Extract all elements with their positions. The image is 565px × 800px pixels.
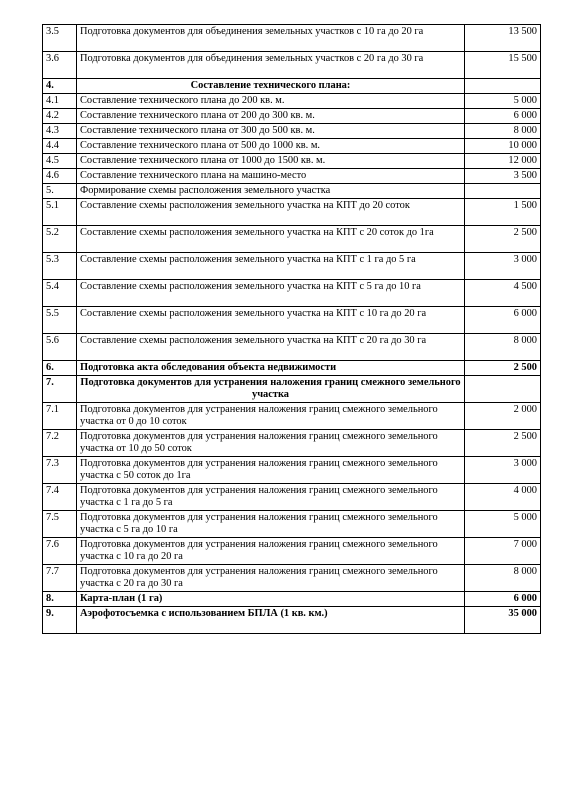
table-row	[43, 538, 541, 565]
row-number: 5.5	[43, 307, 77, 334]
service-name: Составление схемы расположения земельного участка на КПТ с 20 соток до 1га	[77, 226, 465, 253]
table-row	[43, 565, 541, 592]
row-number: 7.2	[43, 430, 77, 457]
service-name: Составление технического плана:	[77, 79, 465, 94]
table-row	[43, 253, 541, 280]
table-row	[43, 25, 541, 52]
row-number: 7.6	[43, 538, 77, 565]
service-price	[465, 376, 541, 403]
service-price: 3 000	[465, 457, 541, 484]
row-number: 5.4	[43, 280, 77, 307]
row-number: 8.	[43, 592, 77, 607]
row-number: 7.5	[43, 511, 77, 538]
price-table-body	[43, 25, 541, 634]
table-row	[43, 361, 541, 376]
service-price	[465, 184, 541, 199]
table-row	[43, 334, 541, 361]
row-number: 5.3	[43, 253, 77, 280]
table-row	[43, 184, 541, 199]
service-name: Подготовка документов для устранения наложения границ смежного земельного участка с 10 га до 20 га	[77, 538, 465, 565]
service-price: 35 000	[465, 607, 541, 634]
row-number: 5.6	[43, 334, 77, 361]
service-name: Составление схемы расположения земельного участка на КПТ до 20 соток	[77, 199, 465, 226]
row-number: 4.4	[43, 139, 77, 154]
row-number: 4.2	[43, 109, 77, 124]
row-number: 7.4	[43, 484, 77, 511]
service-price: 5 000	[465, 511, 541, 538]
service-name: Составление технического плана от 200 до 300 кв. м.	[77, 109, 465, 124]
service-name: Составление технического плана от 300 до 500 кв. м.	[77, 124, 465, 139]
table-row	[43, 199, 541, 226]
table-row	[43, 52, 541, 79]
service-name: Подготовка документов для устранения наложения границ смежного земельного участка с 20 га до 30 га	[77, 565, 465, 592]
row-number: 5.1	[43, 199, 77, 226]
row-number: 6.	[43, 361, 77, 376]
service-price: 2 500	[465, 361, 541, 376]
service-price: 13 500	[465, 25, 541, 52]
table-row	[43, 226, 541, 253]
service-price: 7 000	[465, 538, 541, 565]
service-name: Подготовка документов для устранения наложения границ смежного земельного участка с 50 соток до 1га	[77, 457, 465, 484]
row-number: 7.7	[43, 565, 77, 592]
table-row	[43, 511, 541, 538]
service-price: 2 500	[465, 226, 541, 253]
service-name: Составление схемы расположения земельного участка на КПТ с 5 га до 10 га	[77, 280, 465, 307]
service-price: 2 000	[465, 403, 541, 430]
service-price: 5 000	[465, 94, 541, 109]
service-name: Составление технического плана от 1000 до 1500 кв. м.	[77, 154, 465, 169]
service-price: 3 000	[465, 253, 541, 280]
table-row	[43, 403, 541, 430]
table-row	[43, 154, 541, 169]
service-price: 1 500	[465, 199, 541, 226]
service-price: 8 000	[465, 124, 541, 139]
row-number: 9.	[43, 607, 77, 634]
row-number: 7.3	[43, 457, 77, 484]
table-row	[43, 430, 541, 457]
service-name: Составление схемы расположения земельного участка на КПТ с 20 га до 30 га	[77, 334, 465, 361]
service-name: Подготовка акта обследования объекта недвижимости	[77, 361, 465, 376]
service-name: Подготовка документов для устранения наложения границ смежного земельного участка от 0 до 10 соток	[77, 403, 465, 430]
service-price	[465, 79, 541, 94]
table-row	[43, 280, 541, 307]
row-number: 4.	[43, 79, 77, 94]
table-row	[43, 457, 541, 484]
service-name: Составление технического плана от 500 до 1000 кв. м.	[77, 139, 465, 154]
service-name: Подготовка документов для объединения земельных участков с 10 га до 20 га	[77, 25, 465, 52]
table-row	[43, 139, 541, 154]
service-name: Подготовка документов для устранения наложения границ смежного земельного участка	[77, 376, 465, 403]
table-row	[43, 376, 541, 403]
service-price: 4 500	[465, 280, 541, 307]
table-row	[43, 124, 541, 139]
row-number: 4.5	[43, 154, 77, 169]
row-number: 7.1	[43, 403, 77, 430]
table-row	[43, 94, 541, 109]
row-number: 5.	[43, 184, 77, 199]
table-row	[43, 484, 541, 511]
service-price: 8 000	[465, 565, 541, 592]
service-price: 10 000	[465, 139, 541, 154]
table-row	[43, 169, 541, 184]
row-number: 5.2	[43, 226, 77, 253]
service-price: 6 000	[465, 307, 541, 334]
service-name: Подготовка документов для объединения земельных участков с 20 га до 30 га	[77, 52, 465, 79]
service-name: Подготовка документов для устранения наложения границ смежного земельного участка с 5 га до 10 га	[77, 511, 465, 538]
service-name: Составление технического плана до 200 кв. м.	[77, 94, 465, 109]
service-price: 8 000	[465, 334, 541, 361]
row-number: 3.6	[43, 52, 77, 79]
service-name: Карта-план (1 га)	[77, 592, 465, 607]
service-name: Составление схемы расположения земельного участка на КПТ с 1 га до 5 га	[77, 253, 465, 280]
table-row	[43, 79, 541, 94]
service-name: Подготовка документов для устранения наложения границ смежного земельного участка с 1 га до 5 га	[77, 484, 465, 511]
service-price: 3 500	[465, 169, 541, 184]
service-price: 15 500	[465, 52, 541, 79]
service-price: 4 000	[465, 484, 541, 511]
row-number: 7.	[43, 376, 77, 403]
row-number: 4.6	[43, 169, 77, 184]
table-row	[43, 307, 541, 334]
table-row	[43, 109, 541, 124]
service-name: Формирование схемы расположения земельного участка	[77, 184, 465, 199]
price-table	[42, 24, 541, 634]
service-price: 2 500	[465, 430, 541, 457]
service-name: Составление схемы расположения земельного участка на КПТ с 10 га до 20 га	[77, 307, 465, 334]
service-price: 6 000	[465, 109, 541, 124]
row-number: 3.5	[43, 25, 77, 52]
table-row	[43, 607, 541, 634]
row-number: 4.1	[43, 94, 77, 109]
service-name: Составление технического плана на машино-место	[77, 169, 465, 184]
row-number: 4.3	[43, 124, 77, 139]
service-name: Подготовка документов для устранения наложения границ смежного земельного участка от 10 до 50 соток	[77, 430, 465, 457]
table-row	[43, 592, 541, 607]
service-name: Аэрофотосъемка с использованием БПЛА (1 кв. км.)	[77, 607, 465, 634]
service-price: 12 000	[465, 154, 541, 169]
service-price: 6 000	[465, 592, 541, 607]
